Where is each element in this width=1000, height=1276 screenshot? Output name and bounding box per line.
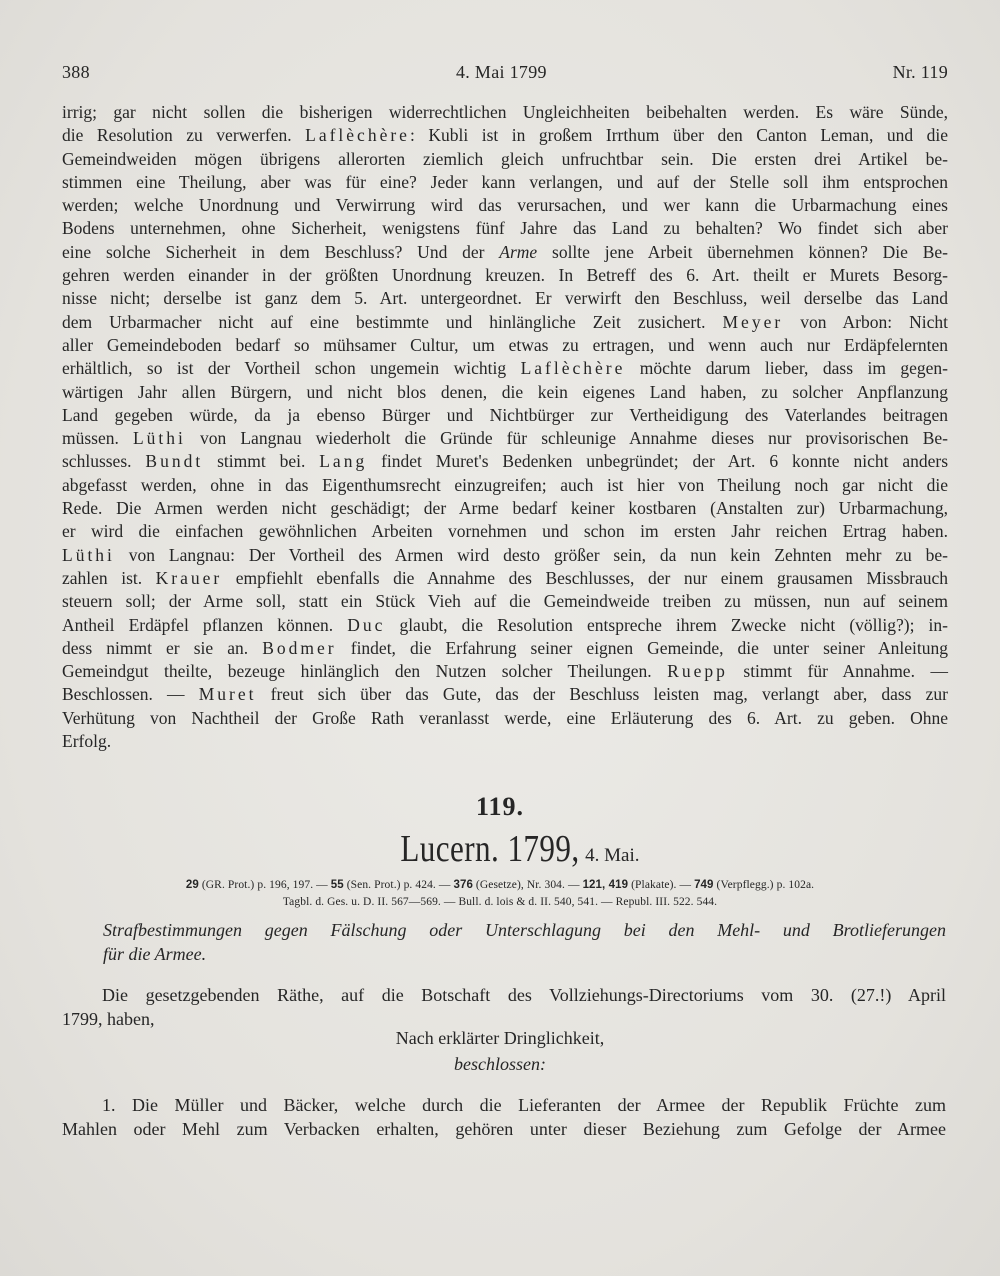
speaker-name: Ruepp xyxy=(667,661,728,682)
speaker-name: Muret xyxy=(198,684,257,705)
article-1 xyxy=(62,1093,946,1141)
urgency-formula: Nach erklärter Dringlichkeit, xyxy=(395,1028,605,1048)
archive-number: 55 xyxy=(330,879,344,891)
emphasis: Arme xyxy=(499,241,538,262)
speaker-name: Lüthi xyxy=(62,544,115,565)
page-number: 388 xyxy=(62,62,90,82)
preamble-line: Die gesetzgebenden Räthe, auf die Botschaft des Vollziehungs-Directoriums vom 30. (27.!) April xyxy=(102,985,946,1005)
resolved-formula: beschlossen: xyxy=(454,1054,546,1074)
paragraph-line: stimmen eine Theilung, aber was für eine? Jeder kann verlangen, und auf der Stelle soll ihm entsprochen xyxy=(62,171,948,192)
paragraph-line: müssen. Lüthi von Langnau wiederholt die Gründe für schleunige Annahme dieses nur provisorischen Be- xyxy=(62,428,948,449)
speaker-name: Laflèchère xyxy=(520,358,626,379)
paragraph-line: irrig; gar nicht sollen die bisherigen widerrechtlichen Ungleichheiten beibehalten werden. Es wäre Sünde, xyxy=(62,102,948,122)
paragraph-line: zahlen ist. Krauer empfiehlt ebenfalls die Annahme des Beschlusses, der nur einem grausamen Missbrauch xyxy=(62,567,948,588)
paragraph-line: steuern soll; der Arme soll, statt ein Stück Vieh auf die Gemeindweide treiben zu müssen, nun auf seinem xyxy=(62,591,948,612)
debate-paragraph xyxy=(62,101,948,753)
paragraph-line: Beschlossen. — Muret freut sich über das Gute, das der Beschluss leisten mag, verlangt aber, dass zur xyxy=(62,684,948,705)
archive-number: 121, 419 xyxy=(582,879,629,891)
paragraph-line: eine solche Sicherheit in dem Beschluss? Und der Arme sollte jene Arbeit übernehmen können? Die Be- xyxy=(62,241,948,262)
header-date: 4. Mai 1799 xyxy=(456,62,547,82)
paragraph-line: wärtigen Jahr allen Bürgern, und nicht blos denen, die kein eigenes Land haben, zu solcher Anpflanzung xyxy=(62,381,948,402)
document-number-heading: 119. xyxy=(475,792,525,821)
paragraph-line: aller Gemeindeboden bedarf so mühsamer Cultur, um etwas zu ertragen, und wenn auch nur Erdäpfelernten xyxy=(62,334,948,355)
paragraph-line: Verhütung von Nachtheil der Große Rath veranlasst werde, eine Erläuterung des 6. Art. zu geben. Ohne xyxy=(62,707,948,728)
archive-number: 749 xyxy=(694,879,714,891)
document-place: Lucern. 1799, xyxy=(399,828,580,870)
paragraph-line: Bodens unternehmen, ohne Sicherheit, wenigstens fünf Jahre das Land zu behalten? Wo findet sich aber xyxy=(62,218,948,239)
document-place-date-heading xyxy=(0,827,1000,871)
paragraph-line: schlusses. Bundt stimmt bei. Lang findet Muret's Bedenken unbegründet; der Art. 6 konnte nicht anders xyxy=(62,451,949,472)
speaker-name: Krauer xyxy=(155,567,223,588)
paragraph-line: er wird die einfachen gewöhnlichen Arbeiten vornehmen und schon im ersten Jahr reichen Ertrag haben. xyxy=(62,521,948,542)
speaker-name: Meyer xyxy=(722,311,784,332)
paragraph-line: erhältlich, so ist der Vortheil schon ungemein wichtig Laflèchère möchte darum lieber, dass im gegen- xyxy=(62,358,949,379)
rubric-line: für die Armee. xyxy=(103,943,207,964)
paragraph-line: die Resolution zu verwerfen. Laflèchère: Kubli ist in großem Irrthum über den Canton Leman, und die xyxy=(62,125,949,146)
paragraph-line: Gemeindgut theilte, bezeuge hinlänglich den Nutzen solcher Theilungen. Ruepp stimmt für Annahme. — xyxy=(62,661,948,682)
archive-number: 29 xyxy=(185,879,199,891)
header-document-number: Nr. 119 xyxy=(892,62,948,82)
article-line: Mahlen oder Mehl zum Verbacken erhalten, gehören unter dieser Beziehung zum Gefolge der Armee xyxy=(62,1119,946,1139)
paragraph-line: nisse nicht; derselbe ist ganz dem 5. Art. untergeordnet. Er verwirft den Beschluss, weil derselbe das Land xyxy=(62,288,948,309)
speaker-name: Lang xyxy=(319,451,368,472)
preamble-line: 1799, haben, xyxy=(62,1008,155,1029)
paragraph-line: abgefasst werden, ohne in das Eigenthumsrecht einzugreifen; auch ist hier von Theilung noch gar nicht die xyxy=(62,474,948,495)
paragraph-line: Antheil Erdäpfel pflanzen können. Duc glaubt, die Resolution entspreche ihrem Zwecke nicht (völlig?); in- xyxy=(62,614,948,635)
preamble xyxy=(62,984,946,1031)
archive-number: 376 xyxy=(453,879,473,891)
article-line: 1. Die Müller und Bäcker, welche durch die Lieferanten der Armee der Republik Früchte zum xyxy=(102,1095,946,1115)
paragraph-line: Gemeindweiden mögen übrigens allerorten ziemlich gleich unfruchtbar sein. Die ersten drei Artikel be- xyxy=(62,148,948,169)
paragraph-line: gehren werden einander in der größten Unordnung kreuzen. In Betreff des 6. Art. theilt er Murets Besorg- xyxy=(62,265,948,286)
source-references-line-1: 29 (GR. Prot.) p. 196, 197. — 55 (Sen. Prot.) p. 424. — 376 (Gesetze), Nr. 304. — 121, 419 (Plakate). — 749 (Verpflegg.) p. 102a. xyxy=(185,879,815,891)
paragraph-line: Rede. Die Armen werden nicht geschädigt; der Arme bedarf keiner kostbaren (Anstalten zur) Urbarmachung, xyxy=(62,498,948,519)
paragraph-line: Erfolg. xyxy=(62,731,112,752)
running-head xyxy=(62,62,948,84)
paragraph-line: Lüthi von Langnau: Der Vortheil des Armen wird desto größer sein, da nun kein Zehnten mehr zu be- xyxy=(62,544,948,565)
speaker-name: Bundt xyxy=(145,451,204,472)
paragraph-line: werden; welche Unordnung und Verwirrung wird das verursachen, und wer kann die Urbarmachung eines xyxy=(62,195,948,216)
document-date: 4. Mai. xyxy=(585,845,640,866)
speaker-name: Laflèchère xyxy=(305,125,410,146)
speaker-name: Lüthi xyxy=(132,428,186,449)
speaker-name: Duc xyxy=(347,614,386,635)
speaker-name: Bodmer xyxy=(262,637,337,658)
rubric-line: Strafbestimmungen gegen Fälschung oder Unterschlagung bei den Mehl- und Brotlieferungen xyxy=(103,920,946,940)
paragraph-line: dem Urbarmacher nicht auf eine bestimmte und hinlängliche Zeit zusichert. Meyer von Arbon: Nicht xyxy=(62,311,948,332)
paragraph-line: dess nimmt er sie an. Bodmer findet, die Erfahrung seiner eignen Gemeinde, die unter seiner Anleitung xyxy=(62,637,948,658)
paragraph-line: Land gegeben würde, da ja ebenso Bürger und Nichtbürger zur Vertheidigung des Vaterlandes beitragen xyxy=(62,404,948,425)
document-rubric xyxy=(103,919,946,966)
source-references-line-2: Tagbl. d. Ges. u. D. II. 567—569. — Bull. d. lois & d. II. 540, 541. — Republ. III. 522. 544. xyxy=(282,896,718,908)
